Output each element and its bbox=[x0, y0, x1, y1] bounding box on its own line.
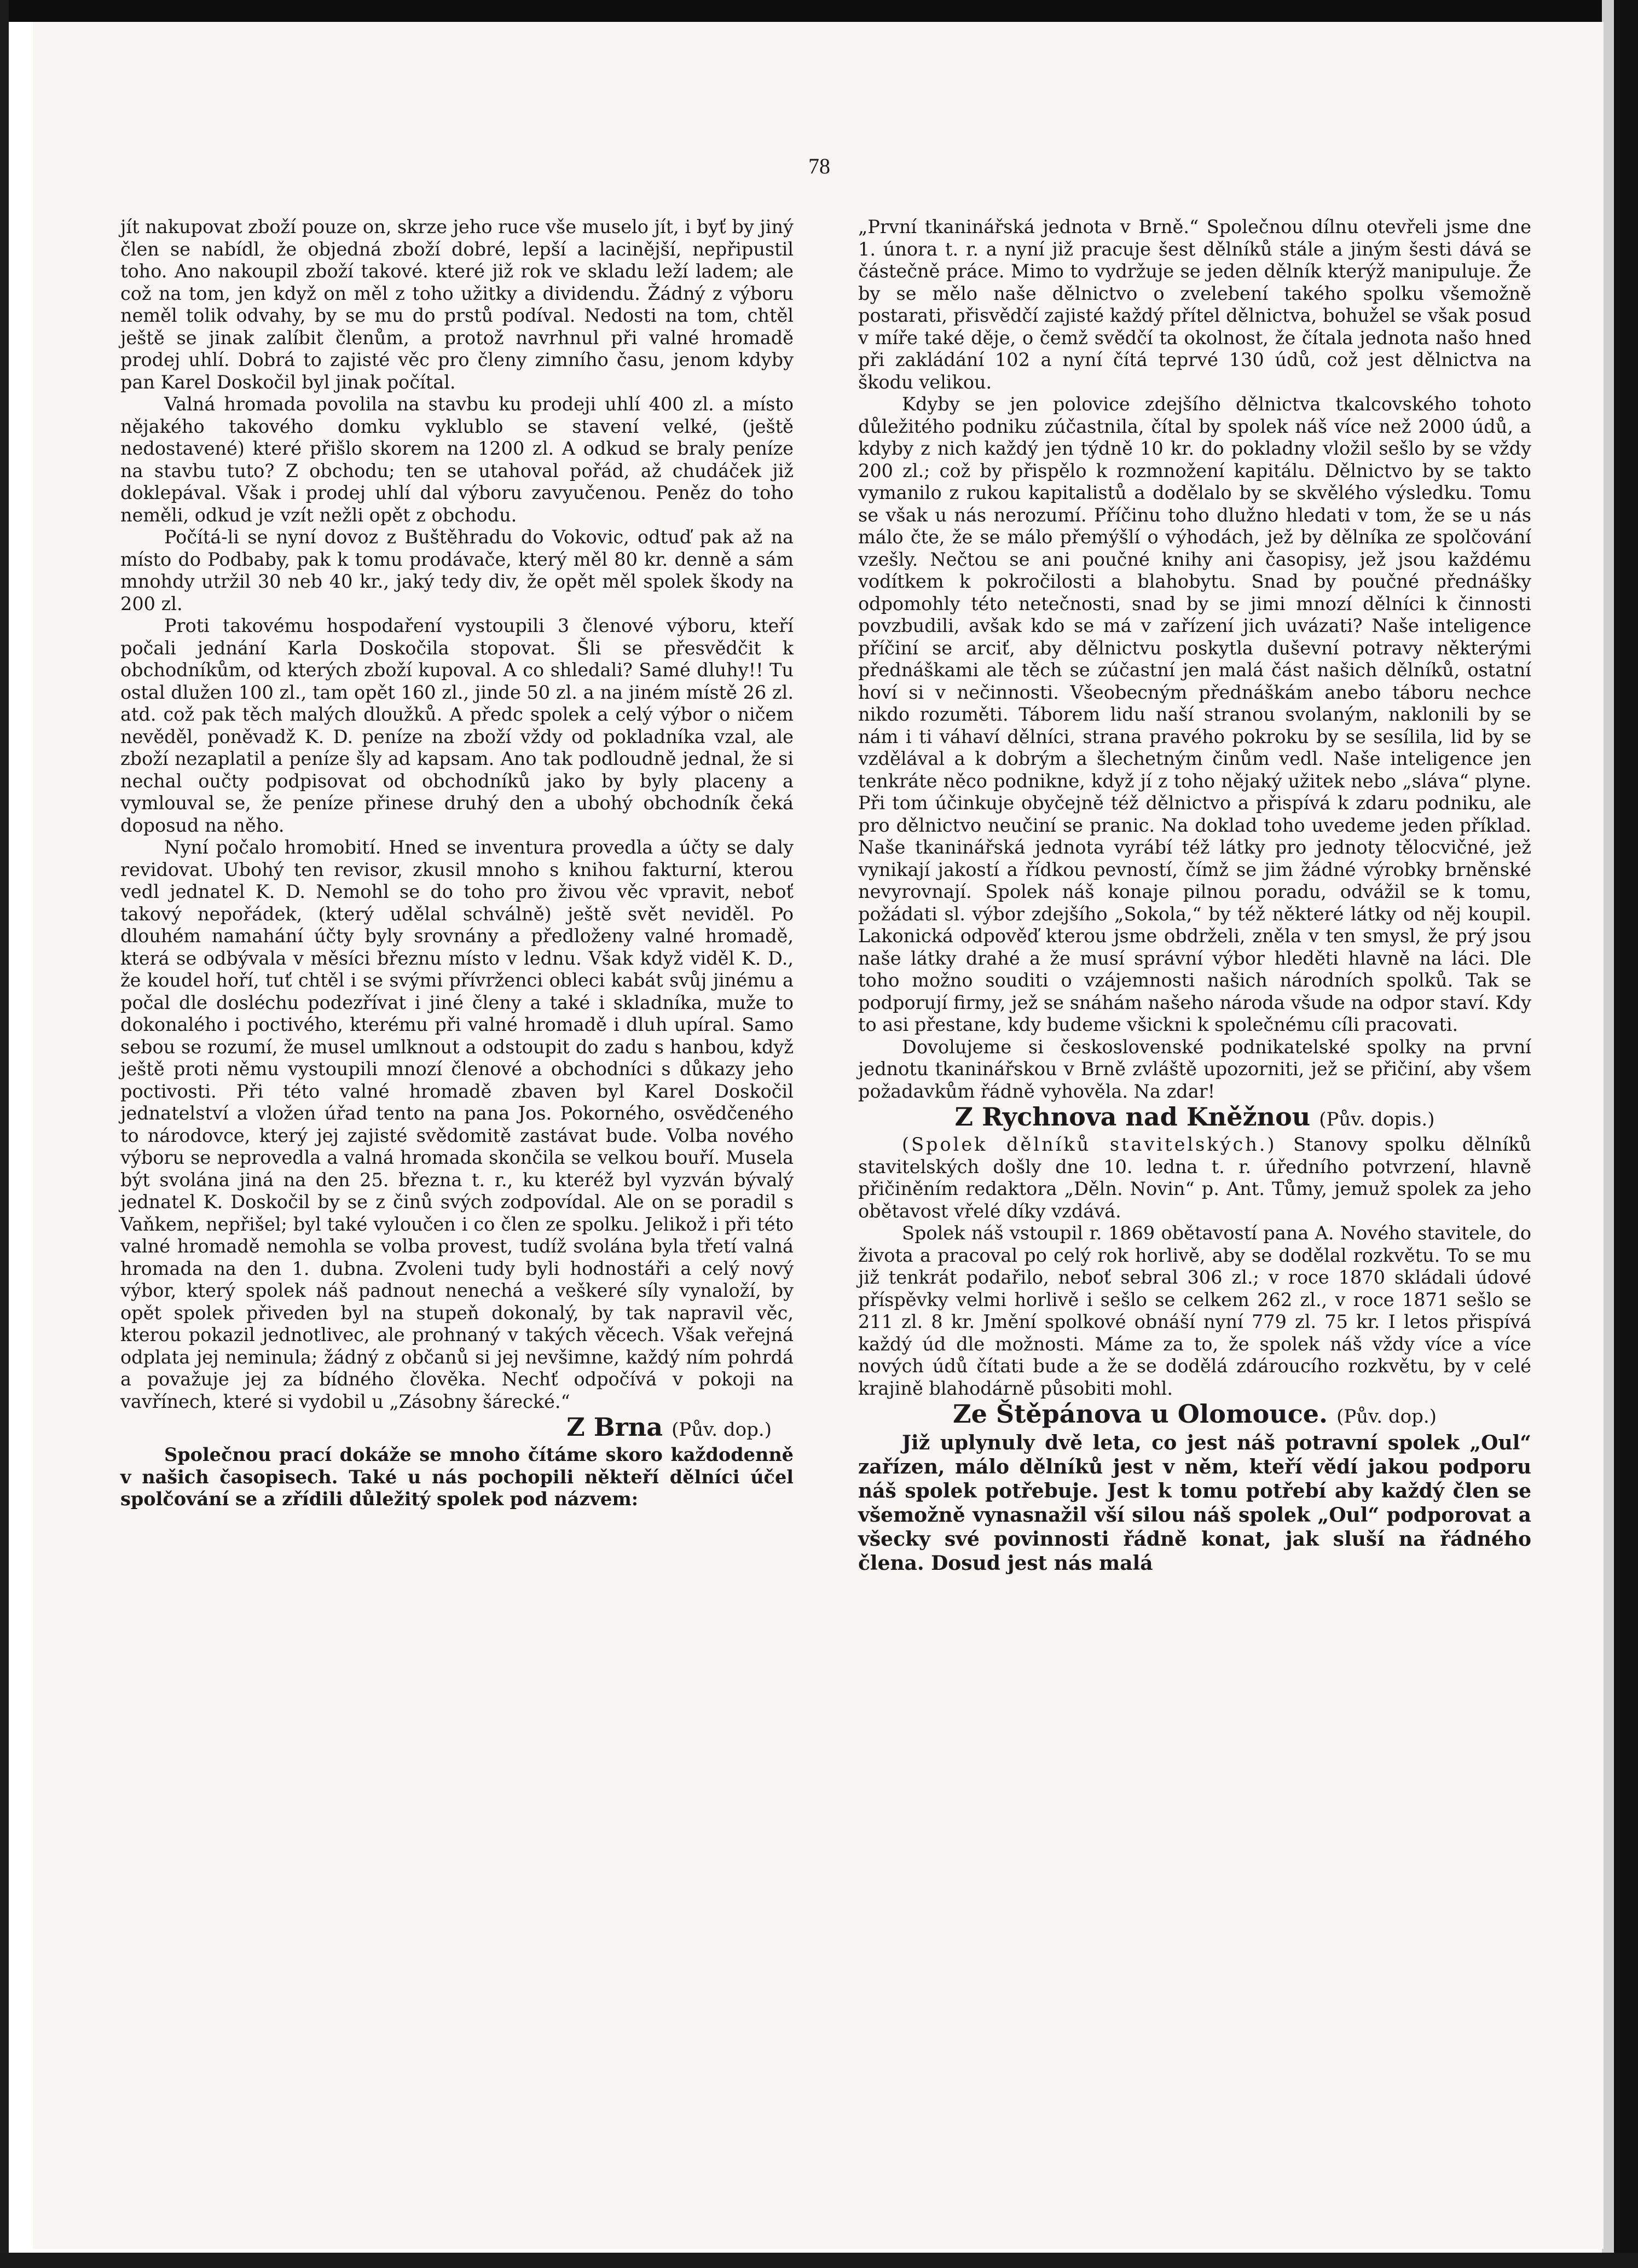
article-paragraph: Valná hromada povolila na stavbu ku prodeji uhlí 400 zl. a místo nějakého takového domku vyklublo se stavení velké, (ještě nedostavené) které přišlo skorem na 1200 zl. A odkud se braly peníze na stavbu tuto? Z obchodu; ten se utahoval pořád, až chudáček již doklepával. Však i prodej uhlí dal výboru zavyučenou. Peněz do toho neměli, odkud je vzít nežli opět z obchodu. bbox=[120, 393, 794, 526]
article-paragraph: Nyní počalo hromobití. Hned se inventura provedla a účty se daly revidovat. Ubohý ten revisor, zkusil mnoho s knihou fakturní, kterou vedl jednatel K. D. Nemohl se do toho pro živou věc vpravit, neboť takový nepořádek, (který udělal schválně) ještě svět neviděl. Po dlouhém namahání účty byly srovnány a předloženy valné hromadě, která se odbývala v měsíci březnu místo v lednu. Však když viděl K. D., že koudel hoří, tuť chtěl i se svými přívrženci obleci kabát svůj jinému a počal dle dosléchu podezřívat i jiné členy a také i skladníka, muže to dokonalého i poctivého, kterému při valné hromadě i dluh upíral. Samo sebou se rozumí, že musel umlknout a odstoupit do zadu s hanbou, když ještě proti němu vystoupili mnozí členové a obchodníci s důkazy jeho poctivosti. Při této valné hromadě zbaven byl Karel Doskočil jednatelství a vložen úřad tento na pana Jos. Pokorného, osvědčeného to národovce, který jej zajisté svědomitě zastávat bude. Volba nového výboru se neprovedla a valná hromada skončila se velkou bouří. Musela být svolána jiná na den 25. března t. r., ku kteréž byl vyzván bývalý jednatel K. Doskočil by se z činů svých zodpovídal. Ale on se poradil s Vaňkem, nepřišel; byl také vyloučen i co člen ze spolku. Jelikož i při této valné hromadě nemohla se volba provest, tudíž svolána byla třetí valná hromada na den 1. dubna. Zvoleni tudy byli hodnostáři a celý nový výbor, který spolek náš padnout nenechá a veškeré síly vynaloží, by opět spolek přiveden byl na stupeň dokonalý, by tak napravil věc, kterou pokazil jednotlivec, ale prohnaný v takých věcech. Však veřejná odplata jej neminula; žádný z občanů si jej nevšimne, každý ním pohrdá a považuje jej za bídného člověka. Nechť odpočívá v pokoji na vavřínech, které si vydobil u „Zásobny šárecké.“ bbox=[120, 837, 794, 1412]
section-heading-note: (Pův. dop.) bbox=[1336, 1406, 1437, 1428]
article-paragraph-bold: Společnou prací dokáže se mnoho čítáme skoro každodenně v našich časopisech. Také u nás pochopili někteří dělníci účel spolčování se a zřídili důležitý spolek pod názvem: bbox=[120, 1444, 794, 1510]
scan-border-right-inner bbox=[1602, 0, 1614, 2268]
section-heading-note: (Pův. dopis.) bbox=[1319, 1109, 1435, 1130]
page-number: 78 bbox=[808, 154, 830, 178]
article-continuation-paragraph: jít nakupovat zboží pouze on, skrze jeho ruce vše muselo jít, i byť by jiný člen se nabídl, že objedná zboží dobré, lepší a lacinější, nepřipustil toho. Ano nakoupil zboží takové. které již rok ve skladu leží ladem; ale což na tom, jen když on měl z toho užitky a dividendu. Žádný z výboru neměl tolik odvahy, by se mu do prstů podíval. Nedosti na tom, chtěl ještě se jinak zalíbit členům, a protož navrhnul při valné hromadě prodej uhlí. Dobrá to zajisté věc pro členy zimního času, jenom kdyby pan Karel Doskočil byl jinak počítal. bbox=[120, 216, 794, 393]
section-heading-title: Z Rychnova nad Kněžnou bbox=[954, 1102, 1311, 1132]
scan-border-top bbox=[0, 0, 1638, 22]
section-heading-rychnov bbox=[858, 1103, 1531, 1134]
scan-border-bottom bbox=[0, 2253, 1638, 2268]
left-column bbox=[120, 216, 794, 1511]
article-paragraph-bold: Již uplynuly dvě leta, co jest náš potravní spolek „Oul“ zařízen, málo dělníků jest v něm, kteří vědí jakou podporu náš spolek potřebuje. Jest k tomu potřebí aby každý člen se všemožně vynasnažil vší silou náš spolek „Oul“ podporovat a všecky své povinnosti řádně konat, jak sluší na řádného člena. Dosud jest nás malá bbox=[858, 1431, 1531, 1575]
scan-border-left bbox=[0, 0, 9, 2268]
scan-border-right bbox=[1614, 0, 1638, 2268]
article-paragraph: Proti takovému hospodaření vystoupili 3 členové výboru, kteří počali jednání Karla Doskočila stopovat. Šli se přesvědčit k obchodníkům, od kterých zboží kupoval. A co shledali? Samé dluhy!! Tu ostal dlužen 100 zl., tam opět 160 zl., jinde 50 zl. a na jiném místě 26 zl. atd. což pak těch malých dloužků. A předc spolek a celý výbor o ničem nevěděl, poněvadž K. D. peníze na zboží vždy od pokladníka vzal, ale zboží nezaplatil a peníze šly ad kapsam. Ano tak podloudně jednal, že si nechal oučty podpisovat od obchodníků jako by byly placeny a vymlouval se, že peníze přinese druhý den a ubohý obchodník čeká doposud na něho. bbox=[120, 615, 794, 836]
section-heading-title: Z Brna bbox=[566, 1412, 663, 1442]
section-heading-brno bbox=[120, 1413, 794, 1444]
article-paragraph: Dovolujeme si československé podnikatelské spolky na první jednotu tkaninářskou v Brně zvláště upozorniti, jež se přičiní, aby všem požadavkům řádně vyhověla. Na zdar! bbox=[858, 1036, 1531, 1102]
article-continuation-paragraph: „První tkaninářská jednota v Brně.“ Společnou dílnu otevřeli jsme dne 1. února t. r. a nyní již pracuje šest dělníků stále a jiným šesti dává se částečně práce. Mimo to vydržuje se jeden dělník kterýž manipuluje. Že by se mělo naše dělnictvo o zvelebení takého spolku všemožně postarati, přisvědčí zajisté každý přítel dělnictva, bohužel se však posud v míře také děje, o čemž svědčí ta okolnost, že čítala jednota našo hned při zakládání 102 a nyní čítá teprvé 130 údů, což jest dělnictva na škodu velikou. bbox=[858, 216, 1531, 393]
article-paragraph: Kdyby se jen polovice zdejšího dělnictva tkalcovského tohoto důležitého podniku zúčastnila, čítal by spolek náš více než 2000 údů, a kdyby z nich každý jen týdně 10 kr. do pokladny vložil sešlo by se vždy 200 zl.; což by přispělo k rozmnožení kapitálu. Dělnictvo by se takto vymanilo z rukou kapitalistů a dodělalo by se skvělého výsledku. Tomu se však u nás nerozumí. Příčinu toho dlužno hledati v tom, že se u nás málo čte, že se málo přemýšlí o výhodách, jež by dělníka ze spolčování vzešly. Nečtou se ani poučné knihy ani časopisy, jež jsou každému vodítkem k pokročilosti a blahobytu. Snad by poučné přednášky odpomohly této netečnosti, snad by se jimi mnozí dělníci k činnosti povzbudili, avšak kdo se má v zařízení jich uvázati? Naše inteligence příčiní se arciť, aby dělnictvu poskytla duševní potravy některými přednáškami ale těch se zúčastní jen malá část našich dělníků, ostatní hoví si v nečinnosti. Všeobecným přednáškám anebo táboru nechce nikdo rozuměti. Táborem lidu naší stranou svolaným, naklonili by se nám i ti váhaví dělníci, strana pravého pokroku by se sesílila, lid by se vzdělával a k dobrým a šlechetným činům vedl. Naše inteligence jen tenkráte něco podnikne, když jí z toho nějaký užitek nebo „sláva“ plyne. Při tom účinkuje obyčejně též dělnictvo a přispívá k zdaru podniku, ale pro dělnictvo neučiní se pranic. Na doklad toho uvedeme jeden příklad. Naše tkaninářská jednota vyrábí též látky pro jednoty tělocvičné, jež vynikají jakostí a řídkou pevností, čímž se jim žádné výrobky brněnské nevyrovnají. Spolek náš konaje pilnou poradu, odvážil se k tomu, požádati sl. výbor zdejšího „Sokola,“ by též některé látky od něj koupil. Lakonická odpověď kterou jsme obdrželi, zněla v ten smysl, že prý jsou naše látky drahé a že musí správní výbor hleděti hlavně na láci. Dle toho možno souditi o vzájemnosti našich národních spolků. Tak se podporují firmy, jež se snáhám našeho národa všude na odpor staví. Kdy to asi přestane, kdy budeme všickni k společnému cíli pracovati. bbox=[858, 393, 1531, 1035]
right-column bbox=[858, 216, 1531, 1575]
article-paragraph bbox=[858, 1134, 1531, 1222]
section-heading-note: (Pův. dop.) bbox=[672, 1419, 772, 1441]
article-paragraph: Spolek náš vstoupil r. 1869 obětavostí pana A. Nového stavitele, do života a pracoval po celý rok horlivě, aby se dodělal rozkvětu. To se mu již tenkrát podařilo, neboť sebral 306 zl.; v roce 1870 skládali údové příspěvky velmi horlivě i sešlo se celkem 262 zl., v roce 1871 sešlo se 211 zl. 8 kr. Jmění spolkové obnáší nyní 779 zl. 75 kr. I letos přispívá každý úd dle možnosti. Máme za to, že spolek náš vždy více a více nových údů čítati bude a že se dodělá zdároucího rozkvětu, by v celé krajině blahodárně působiti mohl. bbox=[858, 1222, 1531, 1399]
section-heading-stepanov bbox=[858, 1400, 1531, 1431]
section-heading-title: Ze Štěpánova u Olomouce. bbox=[953, 1399, 1328, 1429]
article-paragraph: Počítá-li se nyní dovoz z Buštěhradu do Vokovic, odtuď pak až na místo do Podbaby, pak k tomu prodávače, který měl 80 kr. denně a sám mnohdy utržil 30 neb 40 kr., jaký tedy div, že opět měl spolek škody na 200 zl. bbox=[120, 526, 794, 614]
spaced-society-name: (Spolek dělníků stavitelských.) bbox=[902, 1134, 1277, 1155]
article-paragraph-text: Stanovy spolku dělníků stavitelských došly dne 10. ledna t. r. úředního potvrzení, hlavně přičiněním redaktora „Děln. Novin“ p. Ant. Tůmy, jemuž spolek za jeho obětavost vřelé díky vzdává. bbox=[858, 1134, 1531, 1222]
